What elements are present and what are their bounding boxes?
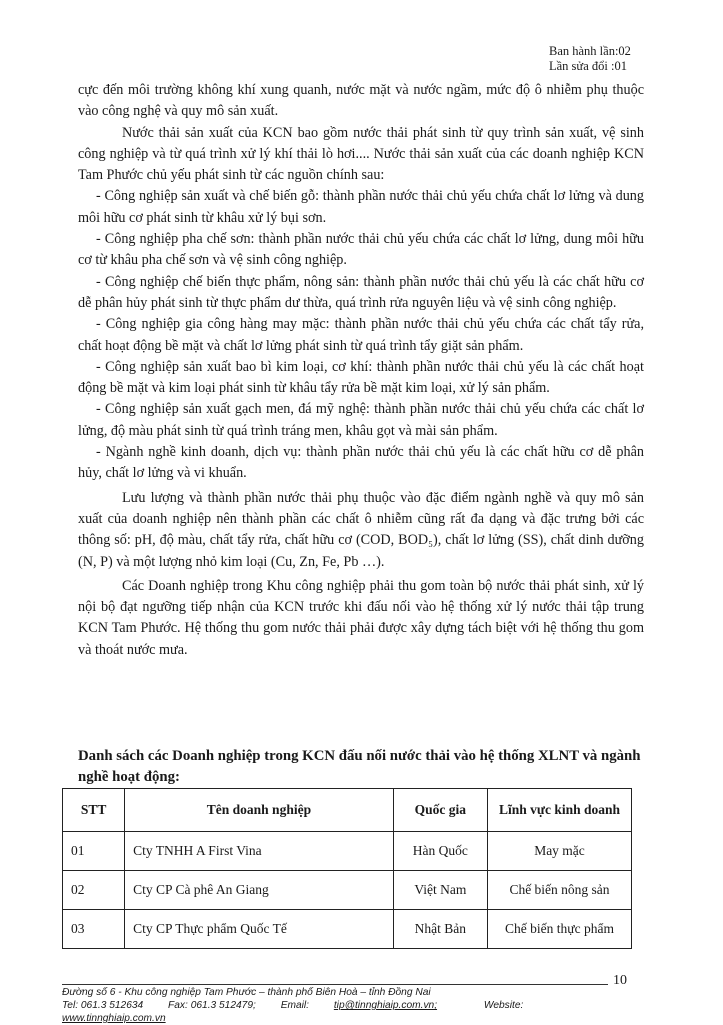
paragraph: - Công nghiệp sản xuất gạch men, đá mỹ nghệ: thành phần nước thải chủ yếu chứa các chất lơ lửng, độ màu phát sinh từ quá trình tráng men, khâu gọt và mài sản phẩm. bbox=[78, 401, 644, 439]
header-company-name: Tên doanh nghiệp bbox=[125, 789, 394, 832]
footer-contacts bbox=[62, 999, 662, 1025]
footer-email bbox=[281, 1000, 459, 1011]
page-number: 10 bbox=[613, 973, 627, 988]
body-text bbox=[78, 80, 644, 661]
paragraph: Lưu lượng và thành phần nước thải phụ thuộc vào đặc điểm ngành nghề và quy mô sản xuất của doanh nghiệp nên thành phần các chất ô nhiễm cũng rất đa dạng và đặc trưng bởi các thông số: pH, độ màu, chất tẩy rửa, chất hữu cơ (COD, BOD₅), chất lơ lửng (SS), chất dinh dưỡng (N, P) và một lượng nhỏ kim loại (Cu, Zn, Fe, Pb …). bbox=[78, 489, 644, 570]
footer-website-link[interactable]: www.tinnghiaip.com.vn bbox=[62, 1013, 166, 1024]
cell-company-name: Cty TNHH A First Vina bbox=[125, 832, 394, 871]
footer bbox=[62, 986, 662, 1025]
paragraph: - Công nghiệp gia công hàng may mặc: thành phần nước thải chủ yếu chứa các chất tẩy rửa, chất hoạt động bề mặt và chất lơ lửng phát sinh từ quá trình tẩy giặt sản phẩm. bbox=[78, 316, 644, 354]
paragraph: - Ngành nghề kinh doanh, dịch vụ: thành phần nước thải chủ yếu là các chất hữu cơ dễ phân hủy, chất lơ lửng và vi khuẩn. bbox=[78, 444, 644, 482]
cell-company-name: Cty CP Thực phẩm Quốc Tế bbox=[125, 910, 394, 949]
revision-number: Lần sửa đổi :01 bbox=[549, 59, 627, 73]
footer-email-link[interactable]: tip@tinnghiaip.com.vn; bbox=[333, 1000, 438, 1011]
paragraph: - Công nghiệp sản xuất và chế biến gỗ: thành phần nước thải chủ yếu chứa chất lơ lửng và dung môi hữu cơ phát sinh từ khâu xử lý bụi sơn. bbox=[78, 188, 644, 226]
footer-fax: Fax: 061.3 512479; bbox=[168, 1000, 256, 1011]
table-row bbox=[63, 910, 632, 949]
footer-tel: Tel: 061.3 512634 bbox=[62, 1000, 144, 1011]
footer-website-label: Website: bbox=[483, 1000, 524, 1011]
header-business-field: Lĩnh vực kinh doanh bbox=[488, 789, 632, 832]
header-country: Quốc gia bbox=[393, 789, 487, 832]
company-table bbox=[62, 788, 632, 949]
cell-business-field: Chế biến nông sản bbox=[488, 871, 632, 910]
cell-stt: 02 bbox=[63, 871, 125, 910]
cell-business-field: Chế biến thực phẩm bbox=[488, 910, 632, 949]
cell-stt: 03 bbox=[63, 910, 125, 949]
cell-stt: 01 bbox=[63, 832, 125, 871]
paragraph: Các Doanh nghiệp trong Khu công nghiệp phải thu gom toàn bộ nước thải phát sinh, xử lý nội bộ đạt ngưỡng tiếp nhận của KCN trước khi đấu nối vào hệ thống xử lý nước thải tập trung KCN Tam Phước. Hệ thống thu gom nước thải phải được xây dựng tách biệt với hệ thống thu gom và thoát nước mưa. bbox=[78, 577, 644, 658]
table-row bbox=[63, 832, 632, 871]
cell-country: Nhật Bản bbox=[393, 910, 487, 949]
section-title: Danh sách các Doanh nghiệp trong KCN đấu nối nước thải vào hệ thống XLNT và ngành nghề hoạt động: bbox=[78, 748, 641, 785]
header-stt: STT bbox=[63, 789, 125, 832]
revision-block bbox=[549, 44, 659, 74]
cell-business-field: May mặc bbox=[488, 832, 632, 871]
paragraph: cực đến môi trường không khí xung quanh, nước mặt và nước ngầm, mức độ ô nhiễm phụ thuộc vào công nghệ và quy mô sản xuất. bbox=[78, 82, 644, 120]
table-header-row bbox=[63, 789, 632, 832]
paragraph: Nước thải sản xuất của KCN bao gồm nước thải phát sinh từ quy trình sản xuất, vệ sinh công nghiệp và từ quá trình xử lý khí thải lò hơi.... Nước thải sản xuất của các doanh nghiệp KCN Tam Phước chủ yếu phát sinh từ các nguồn chính sau: bbox=[78, 124, 644, 184]
footer-address: Đường số 6 - Khu công nghiệp Tam Phước – thành phố Biên Hoà – tỉnh Đồng Nai bbox=[62, 987, 431, 998]
paragraph: - Công nghiệp chế biến thực phẩm, nông sản: thành phần nước thải chủ yếu là các chất hữu cơ dễ phân hủy phát sinh từ thực phẩm dư thừa, quá trình rửa nguyên liệu và vệ sinh công nghiệp. bbox=[78, 273, 644, 311]
cell-country: Việt Nam bbox=[393, 871, 487, 910]
issue-number: Ban hành lần:02 bbox=[549, 44, 631, 58]
paragraph: - Công nghiệp sản xuất bao bì kim loại, cơ khí: thành phần nước thải chủ yếu là các chất hoạt động bề mặt và kim loại phát sinh từ khâu tẩy rửa bề mặt kim loại, xử lý sản phẩm. bbox=[78, 358, 644, 397]
cell-country: Hàn Quốc bbox=[393, 832, 487, 871]
footer-email-label: Email: bbox=[280, 1000, 309, 1011]
table-row bbox=[63, 871, 632, 910]
paragraph: - Công nghiệp pha chế sơn: thành phần nước thải chủ yếu chứa các chất lơ lửng, dung môi hữu cơ từ khâu pha chế sơn và vệ sinh công nghiệp. bbox=[78, 231, 644, 269]
cell-company-name: Cty CP Cà phê An Giang bbox=[125, 871, 394, 910]
footer-divider bbox=[62, 984, 608, 985]
